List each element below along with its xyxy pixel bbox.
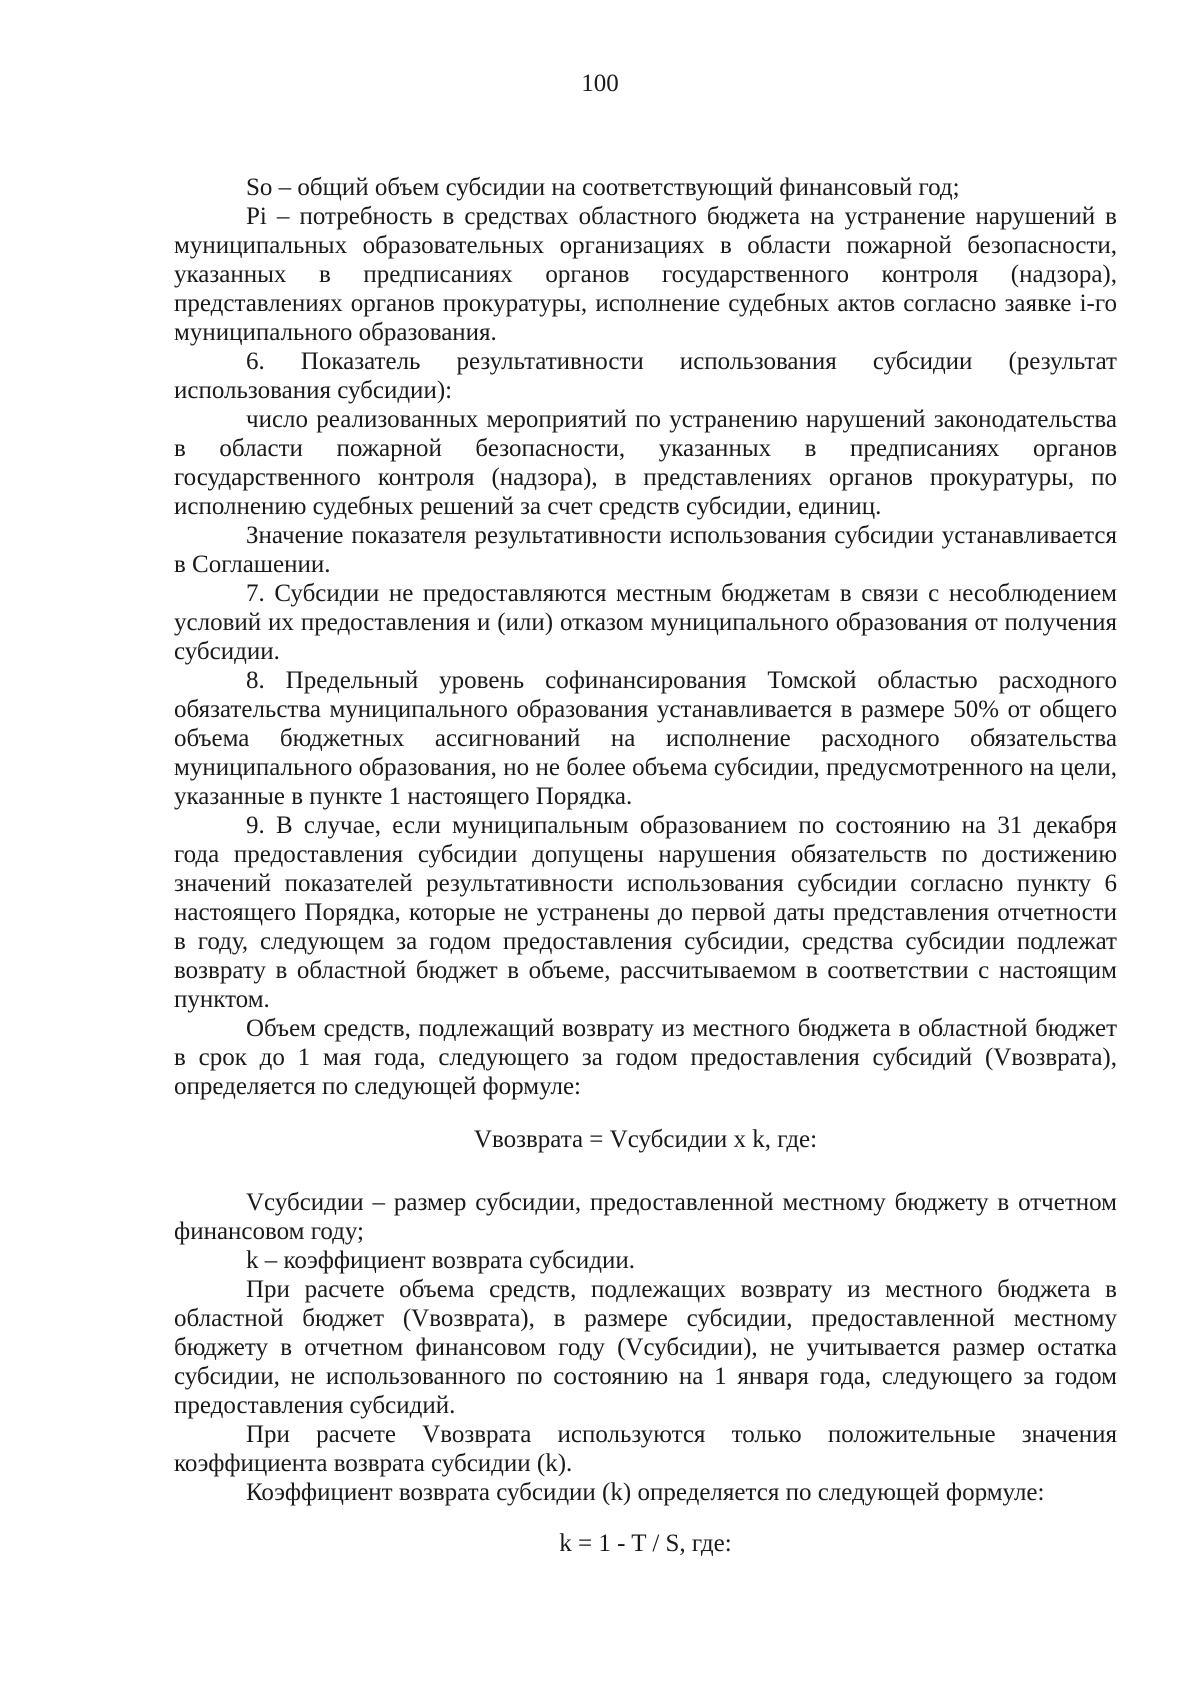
page-number: 100 bbox=[581, 70, 619, 97]
formula-coefficient: k = 1 - T / S, где: bbox=[559, 1530, 732, 1557]
formula-refund: Vвозврата = Vсубсидии x k, где: bbox=[473, 1126, 818, 1153]
paragraph-refund-volume: Объем средств, подлежащий возврату из местного бюджета в областной бюджет в срок до 1 мая года, следующего за годом предоставления субсидий (Vвозврата), определяется по следующей формуле: bbox=[174, 1015, 1117, 1100]
paragraph-vsubsidy-definition: Vсубсидии – размер субсидии, предоставленной местному бюджету в отчетном финансовом году; bbox=[174, 1189, 1117, 1245]
paragraph-pi-definition: Pi – потребность в средствах областного бюджета на устранение нарушений в муниципальных образовательных организациях в области пожарной безопасности, указанных в предписаниях органов государственного контроля (надзора), представлениях органов прокуратуры, исполнение судебных актов согласно заявке i-го муниципального образования. bbox=[174, 203, 1117, 346]
paragraph-item-6: 6. Показатель результативности использования субсидии (результат использования субсидии): bbox=[174, 348, 1117, 404]
paragraph-item-8: 8. Предельный уровень софинансирования Томской областью расходного обязательства муниципального образования устанавливается в размере 50% от общего объема бюджетных ассигнований на исполнение расходного обязательства муниципального образования, но не более объема субсидии, предусмотренного на цели, указанные в пункте 1 настоящего Порядка. bbox=[174, 667, 1117, 810]
paragraph-positive-values: При расчете Vвозврата используются только положительные значения коэффициента возврата субсидии (k). bbox=[174, 1421, 1117, 1477]
paragraph-calculation-note: При расчете объема средств, подлежащих возврату из местного бюджета в областной бюджет (Vвозврата), в размере субсидии, предоставленной местному бюджету в отчетном финансовом году (Vсубсидии), не учитывается размер остатка субсидии, не использованного по состоянию на 1 января года, следующего за годом предоставления субсидий. bbox=[174, 1276, 1117, 1419]
paragraph-indicator-value: Значение показателя результативности использования субсидии устанавливается в Соглашении. bbox=[174, 522, 1117, 578]
paragraph-k-formula-intro: Коэффициент возврата субсидии (k) определяется по следующей формуле: bbox=[246, 1479, 1045, 1506]
paragraph-so-definition: So – общий объем субсидии на соответствующий финансовый год; bbox=[246, 174, 960, 201]
paragraph-k-definition: k – коэффициент возврата субсидии. bbox=[246, 1247, 636, 1274]
document-body bbox=[174, 173, 1117, 1558]
paragraph-indicator-description: число реализованных мероприятий по устранению нарушений законодательства в области пожарной безопасности, указанных в предписаниях органов государственного контроля (надзора), в представлениях органов прокуратуры, по исполнению судебных решений за счет средств субсидии, единиц. bbox=[174, 406, 1117, 520]
paragraph-item-9: 9. В случае, если муниципальным образованием по состоянию на 31 декабря года предоставления субсидии допущены нарушения обязательств по достижению значений показателей результативности использования субсидии согласно пункту 6 настоящего Порядка, которые не устранены до первой даты представления отчетности в году, следующем за годом предоставления субсидии, средства субсидии подлежат возврату в областной бюджет в объеме, рассчитываемом в соответствии с настоящим пунктом. bbox=[174, 812, 1117, 1013]
paragraph-item-7: 7. Субсидии не предоставляются местным бюджетам в связи с несоблюдением условий их предоставления и (или) отказом муниципального образования от получения субсидии. bbox=[174, 580, 1117, 665]
